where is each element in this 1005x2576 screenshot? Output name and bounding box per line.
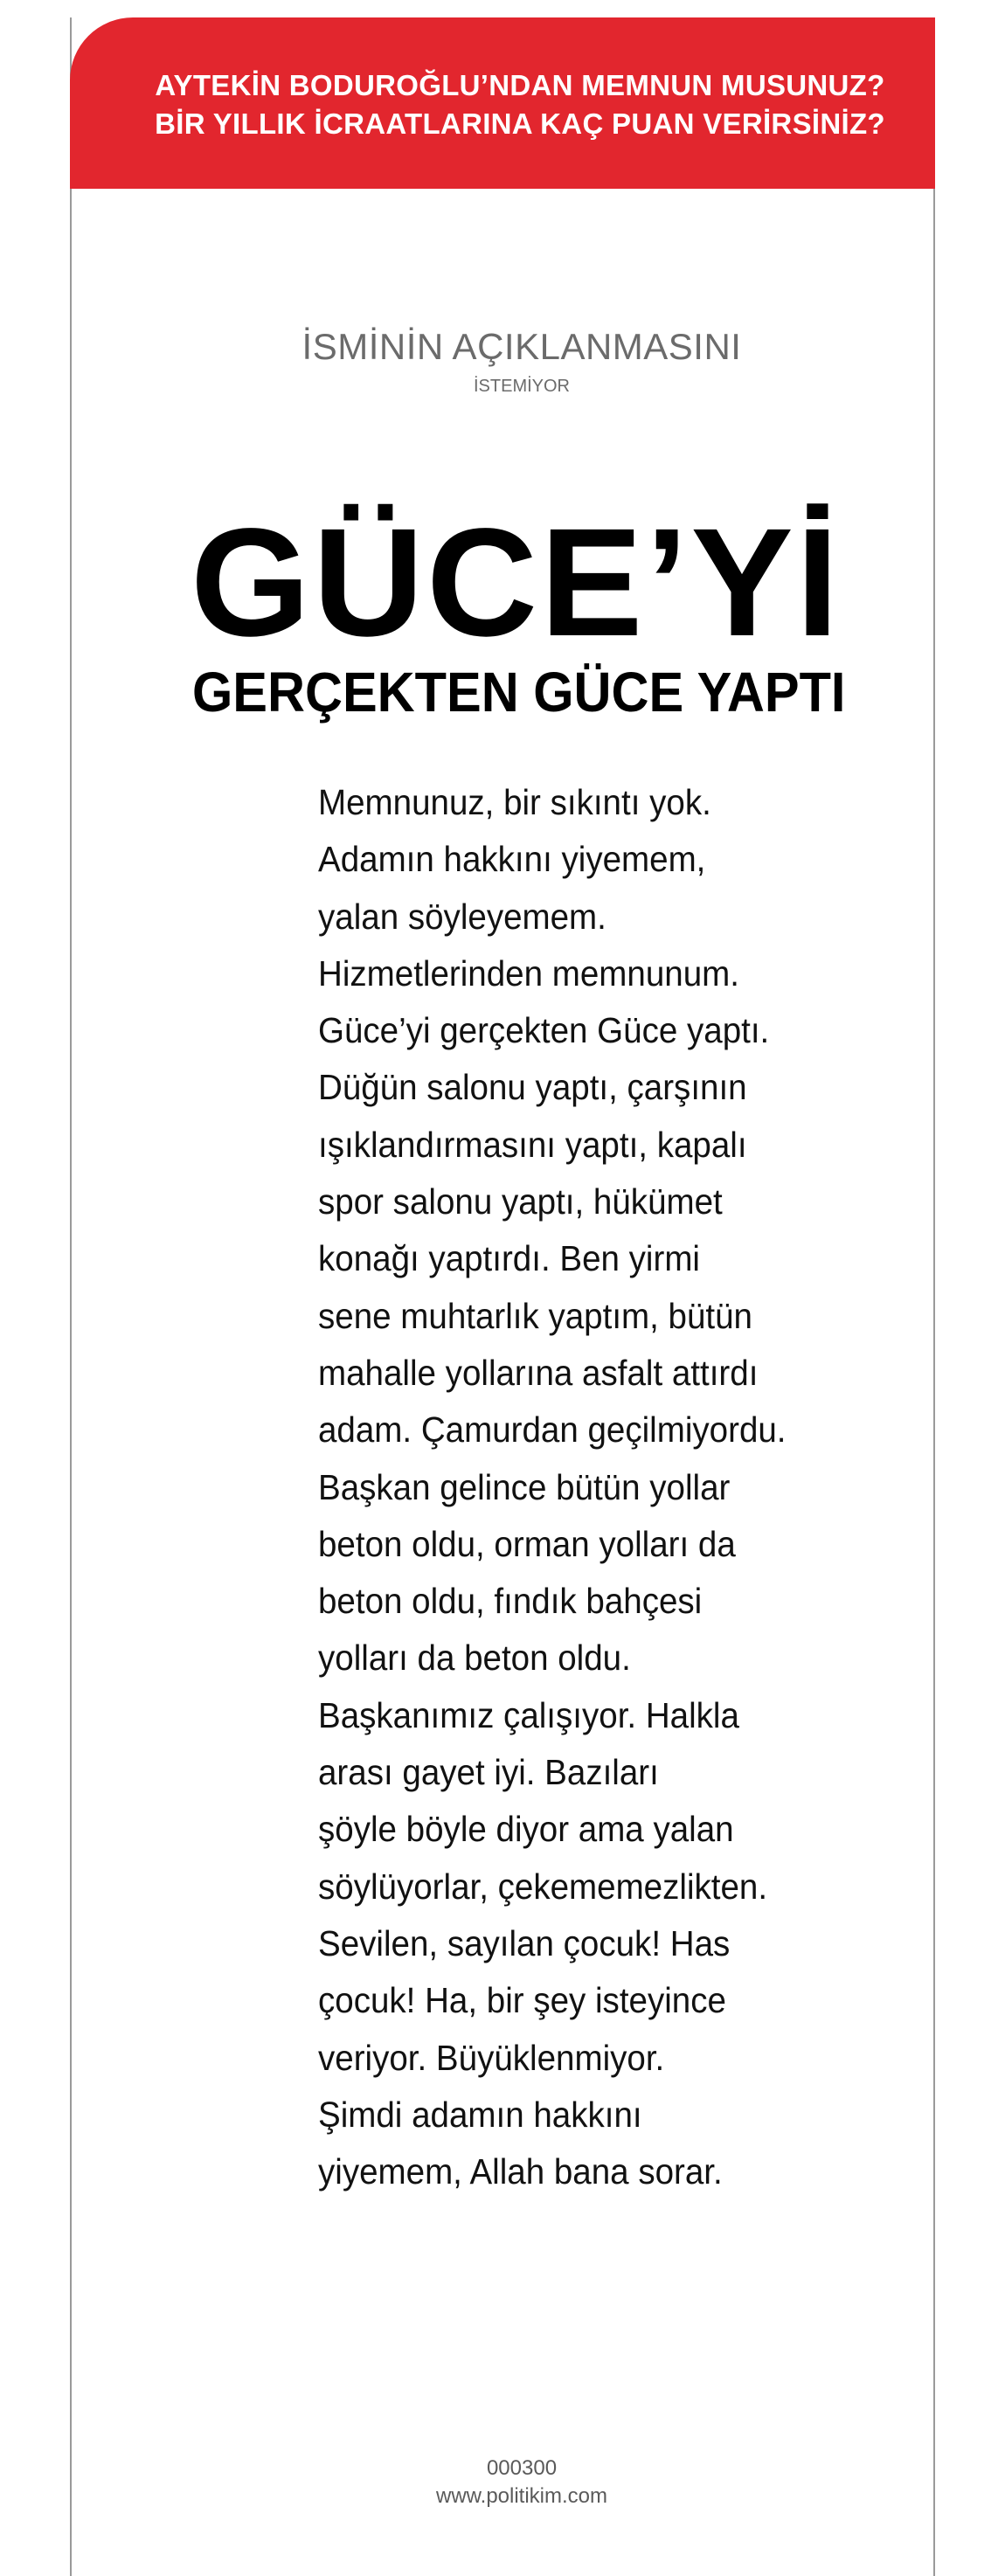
quote-line: ışıklandırmasını yaptı, kapalı — [318, 1124, 747, 1165]
quote-line: Güce’yi gerçekten Güce yaptı. — [318, 1010, 770, 1051]
quote-line: mahalle yollarına asfalt attırdı — [318, 1352, 759, 1393]
banner-question-line-1: AYTEKİN BODUROĞLU’NDAN MEMNUN MUSUNUZ? — [155, 69, 885, 101]
headline-main: GÜCE’Yİ — [191, 497, 842, 668]
quote-line: veriyor. Büyüklenmiyor. — [318, 2037, 665, 2078]
quote-line: Hizmetlerinden memnunum. — [318, 952, 739, 994]
footer-url[interactable]: www.politikim.com — [435, 2484, 608, 2508]
quote-line: söylüyorlar, çekememezlikten. — [318, 1866, 768, 1907]
quote-body — [318, 774, 842, 2200]
source-name: İSMİNİN AÇIKLANMASINI — [302, 326, 742, 367]
quote-line: yolları da beton oldu. — [318, 1638, 631, 1679]
quote-line: sene muhtarlık yaptım, bütün — [318, 1295, 752, 1336]
source-subtitle: İSTEMİYOR — [473, 377, 570, 396]
quote-line: arası gayet iyi. Bazıları — [318, 1752, 659, 1793]
quote-line: Adamın hakkını yiyemem, — [318, 839, 706, 880]
quote-line: adam. Çamurdan geçilmiyordu. — [318, 1409, 787, 1451]
quote-line: şöyle böyle diyor ama yalan — [318, 1809, 734, 1850]
quote-line: yiyemem, Allah bana sorar. — [318, 2151, 723, 2192]
quote-line: Memnunuz, bir sıkıntı yok. — [318, 782, 711, 822]
quote-line: beton oldu, fındık bahçesi — [318, 1581, 703, 1622]
quote-line: konağı yaptırdı. Ben yirmi — [318, 1238, 700, 1279]
banner-question-line-2: BİR YILLIK İCRAATLARINA KAÇ PUAN VERİRSİNİZ? — [155, 107, 885, 140]
quote-line: çocuk! Ha, bir şey isteyince — [318, 1980, 726, 2021]
quote-line: Başkan gelince bütün yollar — [318, 1466, 731, 1507]
quote-line: beton oldu, orman yolları da — [318, 1523, 736, 1564]
footer-code: 000300 — [486, 2456, 558, 2480]
quote-line: Başkanımız çalışıyor. Halkla — [318, 1694, 739, 1735]
question-banner — [70, 17, 935, 189]
quote-line: Sevilen, sayılan çocuk! Has — [318, 1922, 731, 1963]
quote-line: spor salonu yaptı, hükümet — [318, 1181, 723, 1222]
quote-line: yalan söyleyemem. — [318, 896, 606, 937]
quote-line: Düğün salonu yaptı, çarşının — [318, 1067, 747, 1108]
headline-sub: GERÇEKTEN GÜCE YAPTI — [192, 661, 846, 724]
quote-line: Şimdi adamın hakkını — [318, 2094, 642, 2135]
